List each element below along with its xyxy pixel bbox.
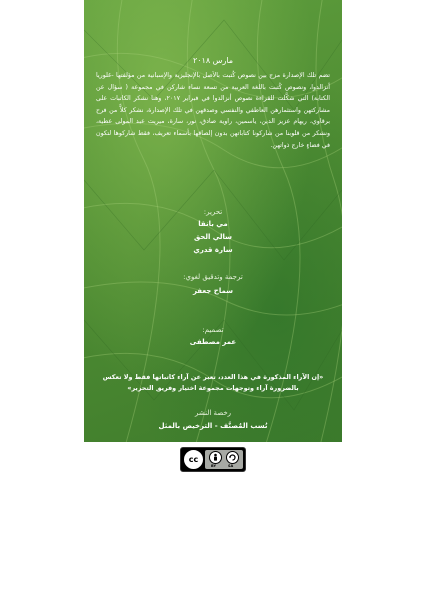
license-name: نُسب المُصنَّف - الترخيص بالمثل: [158, 422, 268, 430]
designer-name: عمر مصطفى: [189, 338, 237, 346]
colophon-content: [84, 0, 342, 442]
disclaimer-text: «إن الآراء المذكورة في هذا العدد، تعبر عن آراء كاتباتها فقط ولا تعكس بالضرورة آراء وتوجهات مجموعة اختيار وفريق التحرير»: [102, 373, 324, 392]
editor-name: سالي الحق: [193, 233, 233, 241]
license-label: رخصة النشر: [194, 409, 232, 417]
editor-name: مي بانقا: [198, 220, 228, 228]
sa-label: SA: [228, 464, 234, 468]
cc-license-icons: [205, 450, 243, 469]
editing-label: تحرير:: [203, 208, 223, 216]
design-label: تصميم:: [202, 326, 224, 334]
intro-paragraph: تضم تلك الإصدارة مزج بين نصوص كُتبت بالأصل بالإنجليزية والإسبانية من مؤلفتها -غلوريا أنزالدوا، ونصوص كُتبت باللغة العربية من تسعة نساء شاركن في مجموعة ( سؤال عن الكتابة) التي شكَّلت للقراءة نصوص أنزالدوا في فبراير ٢٠١٧، وهنا نشكر الكاتبات على مشاركتهن واستثمارهن العاطفي والنفسي وصدقهن في تلك الإصدارة، نشكر كلاًّ من فرح برقاوي، ريهام عزيز الدين، ياسمين، راوية صادق، نور، سارة، ميريت عبد المولى عطية، ونشكر من قلوبنا من شاركونا كتاباتهن بدون إلصاقها بأسماء تعريف، فقط شاركوها لتكون في فضاءٍ خارج ذواتهن.: [96, 72, 330, 149]
translation-label: ترجمة وتدقيق لغوي:: [183, 273, 243, 281]
share-alike-icon: [226, 451, 239, 464]
editor-name: سارة قدري: [193, 246, 233, 254]
person-icon: [209, 451, 222, 464]
translator-name: سماح جعفر: [192, 287, 234, 295]
publication-date: مارس ٢٠١٨: [192, 56, 234, 65]
creative-commons-badge[interactable]: [180, 447, 246, 472]
by-label: BY: [211, 464, 217, 468]
cc-logo-icon: cc: [183, 449, 204, 470]
leaf-background-panel: [84, 0, 342, 442]
